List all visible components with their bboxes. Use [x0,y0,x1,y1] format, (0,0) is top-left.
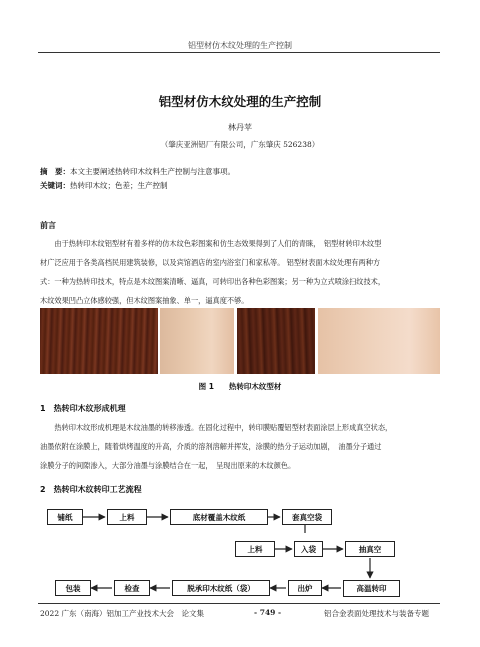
keywords-text: 热转印木纹；色差；生产控制 [70,181,168,190]
flow-step-dicai-fugai: 底材覆盖木纹纸 [170,509,268,525]
flow-step-shang-liao-2: 上料 [235,541,275,557]
flow-step-bo-cheng-muwenzhi: 脱承印木纹纸（袋） [172,580,270,596]
foreword-heading: 前言 [40,221,56,230]
section-1-line: 热转印木纹形成机理是木纹油墨的转移渗透。在固化过程中，转印膜贴覆铝型材表面涂层上形成真空状态， [54,423,393,432]
page-number: - 749 - [254,608,282,617]
abstract-label: 摘 要： [40,167,70,176]
abstract-text: 本文主要阐述热转印木纹料生产控制与注意事项。 [70,167,235,176]
section-1-line: 油墨依附在涂膜上，随着烘烤温度的升高，介质的溶剂溶解并挥发，涂膜的热分子运动加剧， 油墨分子通过 [40,442,382,451]
footer-rule [38,603,440,604]
section-1-line: 涂膜分子的间隙渗入，大部分油墨与涂膜结合在一起， 呈现出原来的木纹颜色。 [40,461,296,470]
flow-step-jian-cha: 检查 [114,580,150,596]
author: 林丹苹 [228,123,252,132]
section-2-heading: 2 热转印木纹转印工艺流程 [40,485,142,494]
affiliation: （肇庆亚洲铝厂有限公司，广东肇庆 526238） [160,140,320,149]
flow-step-chu-lu: 出炉 [288,580,322,596]
foreword-line: 式：一种为热转印技术，特点是木纹图案清晰、逼真，可转印出各种色彩图案；另一种为立式喷涂扫纹技术， [40,277,386,286]
foreword-line: 材广泛应用于各类高档民用建筑装修，以及宾馆酒店的室内浴室门和家私等。 铝型材表面木纹处理有两种方 [40,258,381,267]
foreword-line: 木纹效果凹凸立体感较强，但木纹图案抽象、单一，逼真度不够。 [40,296,249,305]
flow-step-chou-zhenkong: 抽真空 [345,541,395,557]
flow-step-bao-zhuang: 包装 [55,580,91,596]
section-1-heading: 1 热转印木纹形成机理 [40,404,126,413]
keywords-label: 关键词： [40,181,70,190]
foreword-line: 由于热转印木纹铝型材有着多样的仿木纹色彩图案和仿生态效果得到了人们的青睐， 铝型材转印木纹型 [54,239,382,248]
flow-step-gaowen-zhuanyin: 高温转印 [343,580,400,597]
flow-step-tao-zhenkong-dai: 套真空袋 [282,509,332,525]
paper-title: 铝型材仿木纹处理的生产控制 [158,94,322,109]
footer-conference: 2022 广东（南海）铝加工产业技术大会 论文集 [40,609,204,618]
flow-step-shang-liao-1: 上料 [107,509,147,525]
flow-step-pu-zhi: 铺纸 [47,509,83,525]
flow-step-ru-dai: 入袋 [294,541,323,557]
figure-caption: 图 1 热转印木纹型材 [198,382,282,391]
footer-topic: 铝合金表面处理技术与装备专题 [324,609,429,618]
running-header: 铝型材仿木纹处理的生产控制 [188,41,292,50]
